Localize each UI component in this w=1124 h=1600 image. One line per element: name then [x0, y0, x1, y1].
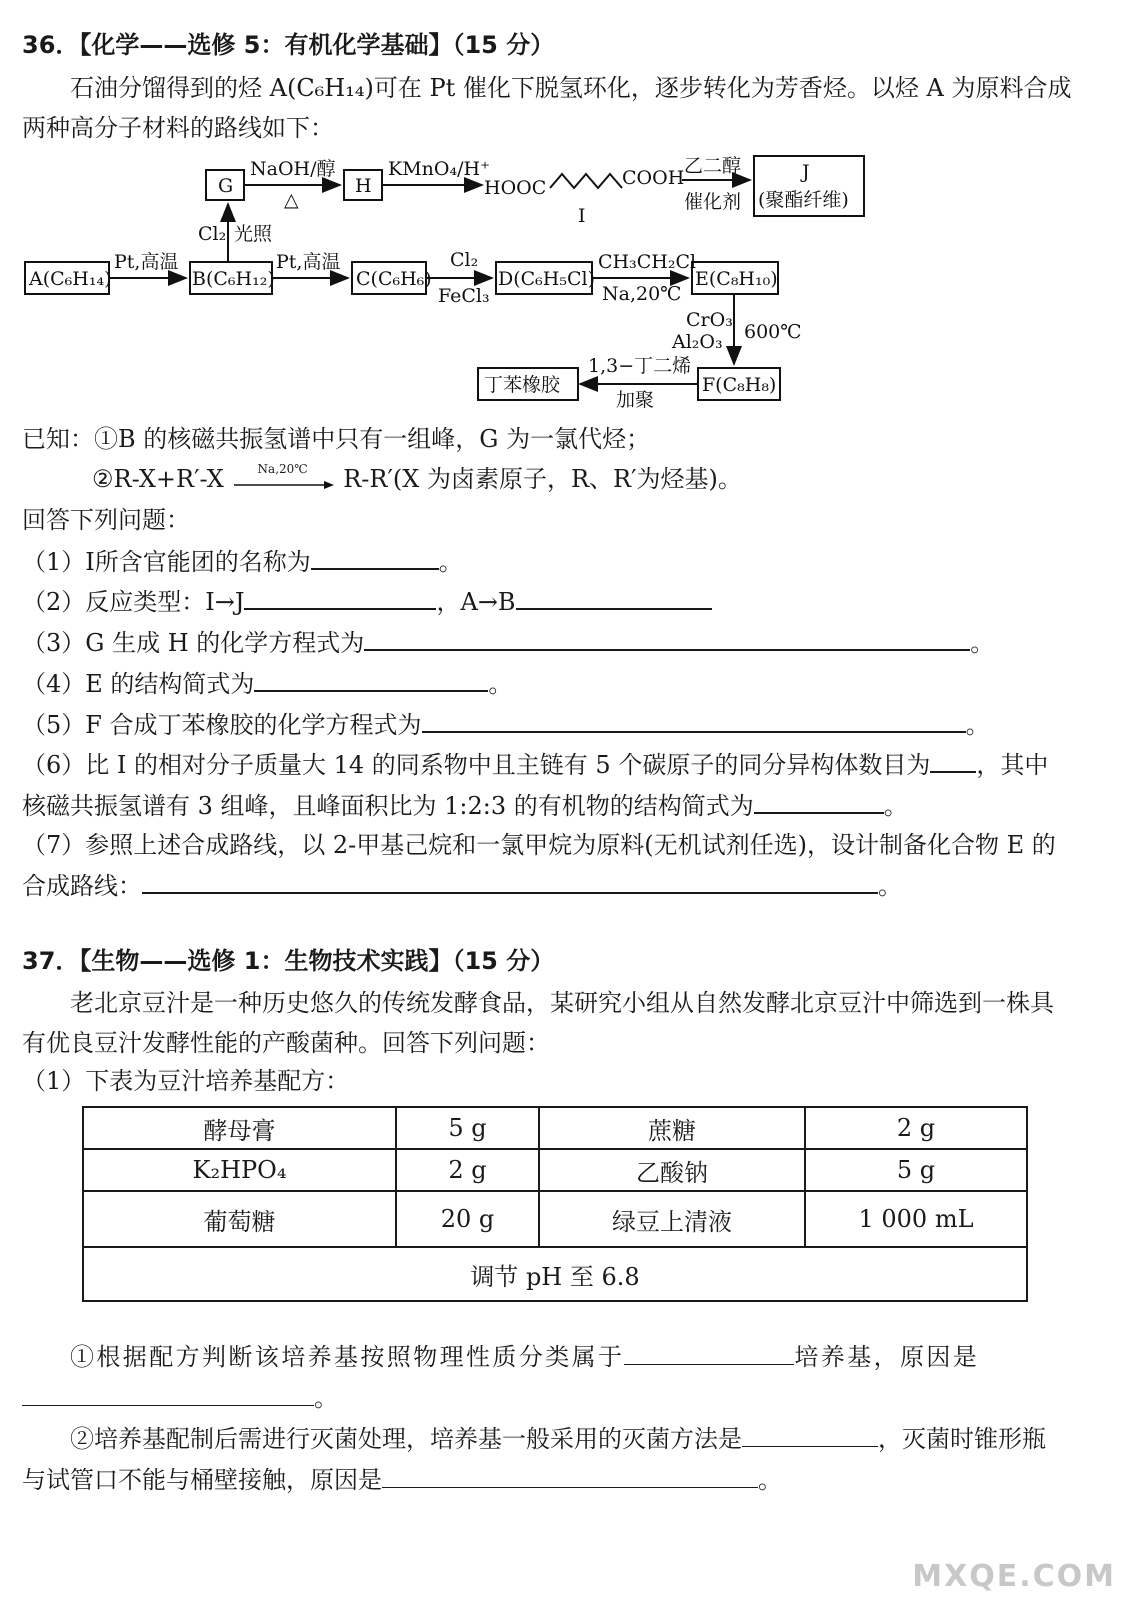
table-cell: 5 g: [805, 1149, 1027, 1191]
q37-intro-2: 有优良豆汁发酵性能的产酸菌种。回答下列问题：: [22, 1029, 550, 1057]
label-B: B(C₆H₁₂): [192, 268, 275, 290]
medium-recipe-table: [82, 1106, 1028, 1302]
table-cell: K₂HPO₄: [83, 1149, 396, 1191]
q37-1-text-b: 培养基，原因是: [794, 1343, 980, 1371]
label-J-desc: (聚酯纤维): [758, 189, 849, 211]
cond-I-J-top: 乙二醇: [684, 155, 742, 177]
q36-intro-2: 两种高分子材料的路线如下：: [22, 114, 334, 142]
q36-7-blank[interactable]: [142, 870, 878, 894]
q36-2-text-a: （2）反应类型：I→J: [22, 588, 245, 616]
cond-A-B: Pt,高温: [114, 251, 179, 273]
table-cell: 绿豆上清液: [539, 1191, 805, 1247]
q37-2-blank-a[interactable]: [742, 1424, 878, 1447]
known-2-right: R-R′(X 为卤素原子，R、R′为烃基)。: [343, 465, 742, 493]
cond-B-C: Pt,高温: [276, 251, 341, 273]
cond-E-F-3: 600℃: [744, 321, 802, 343]
cond-D-E-bot: Na,20℃: [602, 283, 682, 305]
table-cell: 2 g: [396, 1149, 539, 1191]
table-footer: 调节 pH 至 6.8: [83, 1247, 1027, 1301]
q36-4-text: （4）E 的结构简式为: [22, 670, 255, 698]
q36-intro-1: 石油分馏得到的烃 A(C₆H₁₄)可在 Pt 催化下脱氢环化，逐步转化为芳香烃。以烃 A 为原料合成: [70, 74, 1072, 102]
q37-2-text-c: 与试管口不能与桶壁接触，原因是: [22, 1466, 382, 1494]
end-mark: 。: [488, 670, 513, 698]
table-row: [83, 1107, 1027, 1149]
label-H: H: [355, 175, 372, 197]
label-rubber: 丁苯橡胶: [484, 374, 561, 396]
q36-item-4: [22, 668, 512, 699]
known-2-arrow: [232, 461, 336, 491]
table-row: [83, 1191, 1027, 1247]
q36-6-text-b: ，其中: [976, 751, 1049, 779]
label-G: G: [218, 175, 234, 197]
synthesis-route-diagram: [22, 150, 882, 415]
q37-title: 37．【生物——选修 1：生物技术实践】（15 分）: [22, 947, 555, 975]
known-1: 已知：①B 的核磁共振氢谱中只有一组峰，G 为一氯代烃；: [22, 425, 651, 453]
end-mark: 。: [970, 629, 995, 657]
q36-2-text-b: ，A→B: [436, 588, 516, 616]
end-mark: 。: [438, 548, 463, 576]
known-2-left: ②R-X+R′-X: [92, 465, 224, 493]
I-right-group: COOH: [622, 167, 685, 189]
cond-C-D-bot: FeCl₃: [438, 285, 490, 307]
q37-2-blank-b[interactable]: [382, 1465, 758, 1488]
I-label: I: [578, 205, 586, 227]
known-2: [92, 461, 742, 494]
table-footer-row: [83, 1247, 1027, 1301]
end-mark: 。: [878, 872, 902, 900]
q36-6-text-c: 核磁共振氢谱有 3 组峰，且峰面积比为 1:2:3 的有机物的结构简式为: [22, 792, 754, 820]
table-cell: 2 g: [805, 1107, 1027, 1149]
q37-intro-1: 老北京豆汁是一种历史悠久的传统发酵食品，某研究小组从自然发酵北京豆汁中筛选到一株具: [70, 989, 1054, 1017]
end-mark: 。: [314, 1384, 338, 1412]
table-cell: 乙酸钠: [539, 1149, 805, 1191]
cond-G-H-top: NaOH/醇: [250, 158, 336, 180]
end-mark: 。: [965, 711, 990, 739]
table-cell: 20 g: [396, 1191, 539, 1247]
q36-4-blank[interactable]: [254, 668, 488, 692]
q37-1-text-a: ①根据配方判断该培养基按照物理性质分类属于: [70, 1343, 625, 1371]
table-cell: 酵母膏: [83, 1107, 396, 1149]
cond-E-F-1: CrO₃: [686, 309, 733, 331]
I-left-group: HOOC: [484, 177, 547, 199]
q37-item-1: （1）下表为豆汁培养基配方：: [22, 1067, 350, 1095]
cond-D-E-top: CH₃CH₂Cl: [598, 251, 697, 273]
q36-item-1: [22, 546, 463, 577]
end-mark: 。: [883, 792, 908, 820]
q37-sub-2b: [22, 1465, 782, 1495]
table-cell: 5 g: [396, 1107, 539, 1149]
answer-prompt: 回答下列问题：: [22, 506, 190, 534]
table-cell: 1 000 mL: [805, 1191, 1027, 1247]
q36-3-text: （3）G 生成 H 的化学方程式为: [22, 629, 365, 657]
watermark-logo: MXQE.COM: [912, 1559, 1116, 1594]
end-mark: 。: [758, 1466, 782, 1494]
q36-6-blank-a[interactable]: [930, 749, 976, 773]
label-C: C(C₆H₆): [356, 268, 432, 290]
q37-1-blank-a[interactable]: [624, 1342, 794, 1365]
q37-1-blank-b[interactable]: [22, 1383, 314, 1406]
table-cell: 葡萄糖: [83, 1191, 396, 1247]
q36-item-6b: [22, 790, 908, 821]
known-2-arrow-icon: [232, 479, 336, 491]
q37-sub-1a: [70, 1342, 979, 1372]
label-F: F(C₈H₈): [702, 374, 777, 396]
q36-item-2: [22, 586, 712, 617]
label-A: A(C₆H₁₄): [29, 268, 112, 290]
cond-E-F-2: Al₂O₃: [672, 331, 723, 353]
q36-1-blank[interactable]: [311, 546, 439, 570]
label-J: J: [802, 161, 810, 183]
q36-item-5: [22, 709, 990, 740]
q36-item-6a: [22, 749, 1048, 780]
q36-5-blank[interactable]: [422, 709, 966, 733]
cond-B-G-2: 光照: [234, 223, 273, 245]
cond-G-H-bot: △: [284, 189, 299, 211]
q36-1-text: （1）I所含官能团的名称为: [22, 548, 311, 576]
q36-item-7a: （7）参照上述合成路线，以 2-甲基己烷和一氯甲烷为原料(无机试剂任选)，设计制备化合物 E 的: [22, 831, 1056, 859]
q37-sub-1b: [22, 1383, 338, 1413]
q36-3-blank[interactable]: [364, 627, 970, 651]
q36-2-blank-b[interactable]: [516, 586, 712, 610]
q36-item-3: [22, 627, 994, 658]
q36-6-blank-b[interactable]: [754, 790, 884, 814]
cond-F-rubber-bot: 加聚: [616, 389, 655, 411]
q36-item-7b: [22, 870, 902, 901]
q36-5-text: （5）F 合成丁苯橡胶的化学方程式为: [22, 711, 422, 739]
label-E: E(C₈H₁₀): [695, 268, 778, 290]
cond-F-rubber-top: 1,3−丁二烯: [588, 355, 692, 377]
q36-2-blank-a[interactable]: [244, 586, 436, 610]
q37-sub-2a: [70, 1424, 1046, 1454]
known-2-cond: Na,20℃: [257, 461, 308, 476]
table-row: [83, 1149, 1027, 1191]
q36-title: 36．【化学——选修 5：有机化学基础】（15 分）: [22, 31, 555, 59]
q37-2-text-a: ②培养基配制后需进行灭菌处理，培养基一般采用的灭菌方法是: [70, 1425, 742, 1453]
label-D: D(C₆H₅Cl): [498, 268, 596, 290]
cond-B-G-1: Cl₂: [198, 223, 227, 245]
cond-I-J-bot: 催化剂: [684, 191, 742, 213]
I-chain: [550, 174, 622, 188]
q36-6-text-a: （6）比 I 的相对分子质量大 14 的同系物中且主链有 5 个碳原子的同分异构体数目为: [22, 751, 931, 779]
q37-2-text-b: ，灭菌时锥形瓶: [878, 1425, 1046, 1453]
cond-C-D-top: Cl₂: [450, 249, 479, 271]
table-cell: 蔗糖: [539, 1107, 805, 1149]
q36-7-text: 合成路线：: [22, 872, 142, 900]
cond-H-I: KMnO₄/H⁺: [388, 158, 491, 180]
